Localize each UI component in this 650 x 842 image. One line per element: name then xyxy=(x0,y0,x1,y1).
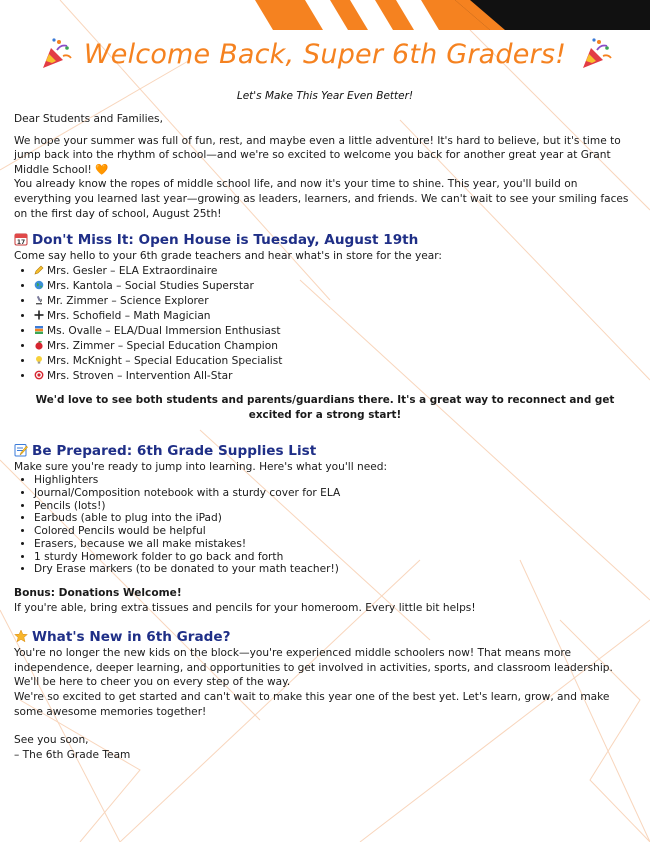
whats-new-paragraph: We're so excited to get started and can't wait to make this year one of the best yet. Let's learn, grow, and make some awesome memories together! xyxy=(14,690,610,718)
list-item: • 1 sturdy Homework folder to go back and forth xyxy=(34,551,636,564)
top-stripe-banner xyxy=(255,0,650,30)
pencil-icon xyxy=(34,265,44,275)
list-item: • Earbuds (able to plug into the iPad) xyxy=(34,512,636,525)
intro-paragraph: We hope your summer was full of fun, rest, and maybe even a little adventure! It's hard to believe, but it's time to jump back into the rhythm of school—and we're so excited to welcome you back for another great year at Grant Middle School! 🧡 xyxy=(14,134,621,176)
calendar-icon xyxy=(14,232,28,246)
books-icon xyxy=(34,325,44,335)
list-item: • Mrs. Gesler – ELA Extraordinaire xyxy=(34,264,636,279)
lightbulb-icon xyxy=(34,355,44,365)
teacher-list xyxy=(14,264,636,384)
list-item: • Colored Pencils would be helpful xyxy=(34,525,636,538)
supplies-lead: Make sure you're ready to jump into learning. Here's what you'll need: xyxy=(14,460,388,473)
list-item: • Dry Erase markers (to be donated to your math teacher!) xyxy=(34,563,636,576)
list-item: • Mrs. Schofield – Math Magician xyxy=(34,309,636,324)
list-item: • Erasers, because we all make mistakes! xyxy=(34,538,636,551)
open-house-closing: We'd love to see both students and parents/guardians there. It's a great way to reconnect and get excited for a strong start! xyxy=(35,393,615,421)
intro-paragraph: You already know the ropes of middle school life, and now it's your time to shine. This year, you'll build on everything you learned last year—growing as leaders, learners, and friends. We can't wait to see your smiling faces on the first day of school, August 25th! xyxy=(14,178,629,220)
open-house-heading: 17 Don't Miss It: Open House is Tuesday, August 19th xyxy=(14,232,636,249)
apple-icon xyxy=(34,340,44,350)
open-house-lead: Come say hello to your 6th grade teachers and hear what's in store for the year: xyxy=(14,250,442,263)
bonus-text: If you're able, bring extra tissues and pencils for your homeroom. Every little bit helps! xyxy=(14,601,476,614)
whats-new-heading: What's New in 6th Grade? xyxy=(14,629,636,646)
microscope-icon xyxy=(34,295,44,305)
list-item: • Pencils (lots!) xyxy=(34,500,636,513)
globe-icon xyxy=(34,280,44,290)
whats-new-paragraph: You're no longer the new kids on the block—you're experienced middle schoolers now! That means more independence, deeper learning, and opportunities to get involved in activities, sports, and classroom leadership. We'll be here to cheer you on every step of the way. xyxy=(14,647,613,689)
party-popper-icon xyxy=(37,36,73,72)
list-item: • Mrs. Kantola – Social Studies Superstar xyxy=(34,279,636,294)
memo-icon xyxy=(14,443,28,457)
target-icon xyxy=(34,370,44,380)
signoff-line: See you soon, xyxy=(14,734,89,747)
supplies-heading: Be Prepared: 6th Grade Supplies List xyxy=(14,443,636,460)
list-item: • Mrs. McKnight – Special Education Specialist xyxy=(34,354,636,369)
list-item: • Mrs. Zimmer – Special Education Champion xyxy=(34,339,636,354)
list-item: • Highlighters xyxy=(34,474,636,487)
star-icon xyxy=(14,629,28,643)
party-popper-icon xyxy=(577,36,613,72)
supplies-list xyxy=(14,474,636,576)
list-item: • Mrs. Stroven – Intervention All-Star xyxy=(34,369,636,384)
title-row xyxy=(14,36,636,82)
page-subtitle: Let's Make This Year Even Better! xyxy=(236,90,414,102)
svg-text:17: 17 xyxy=(16,239,26,247)
newsletter-body xyxy=(14,112,636,762)
list-item: • Mr. Zimmer – Science Explorer xyxy=(34,294,636,309)
bonus-title: Bonus: Donations Welcome! xyxy=(14,586,182,599)
list-item: • Ms. Ovalle – ELA/Dual Immersion Enthusiast xyxy=(34,324,636,339)
greeting: Dear Students and Families, xyxy=(14,113,163,125)
page-title: Welcome Back, Super 6th Graders! xyxy=(83,38,567,70)
list-item: • Journal/Composition notebook with a sturdy cover for ELA xyxy=(34,487,636,500)
plus-icon xyxy=(34,310,44,320)
signoff-signature: – The 6th Grade Team xyxy=(14,748,131,761)
